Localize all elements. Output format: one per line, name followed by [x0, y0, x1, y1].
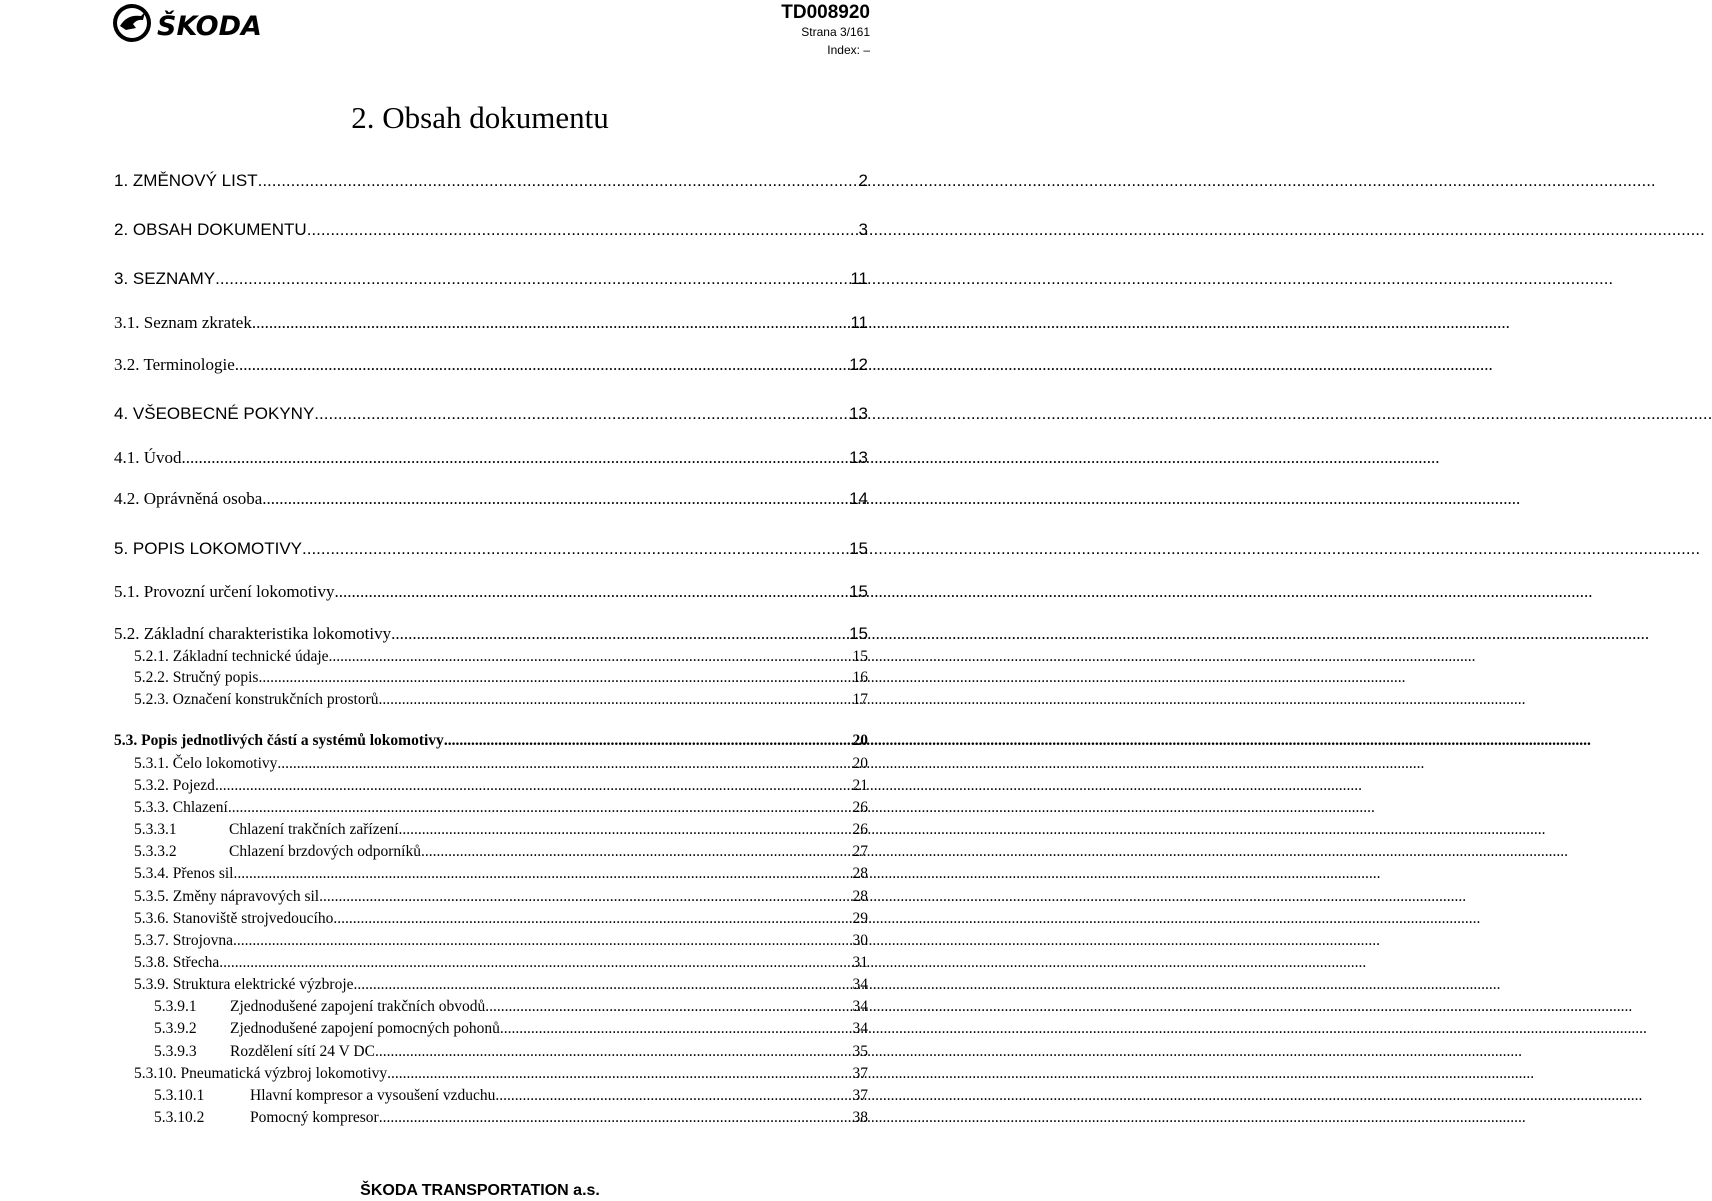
toc-entry[interactable]	[134, 953, 868, 973]
toc-entry-title: 1. ZMĚNOVÝ LIST	[114, 171, 258, 190]
toc-entry-title	[154, 1019, 500, 1039]
toc-entry[interactable]	[114, 268, 868, 290]
toc-entry-title: 5.3.4. Přenos sil	[134, 865, 234, 882]
toc-entry-title: 5.1. Provozní určení lokomotivy	[114, 582, 335, 601]
toc-entry-title: 3. SEZNAMY	[114, 269, 216, 288]
index-label: Index: –	[827, 43, 870, 57]
toc-entry-text: Rozdělení sítí 24 V DC	[230, 1043, 375, 1060]
toc-entry-text: Chlazení brzdových odporníků	[229, 843, 421, 860]
toc-entry[interactable]	[134, 798, 868, 818]
toc-entry-page: 13	[849, 404, 868, 423]
toc-entry-text: Chlazení trakčních zařízení	[229, 821, 399, 838]
toc-entry[interactable]	[114, 312, 868, 334]
toc-entry[interactable]	[134, 842, 868, 862]
toc-entry[interactable]	[154, 1086, 868, 1106]
toc-entry[interactable]	[134, 647, 868, 667]
toc-entry-title	[134, 820, 399, 840]
toc-entry-page: 34	[852, 976, 868, 993]
footer-company: ŠKODA TRANSPORTATION a.s.	[360, 1182, 600, 1199]
toc-entry[interactable]	[134, 909, 868, 929]
toc-entry-page: 13	[849, 448, 868, 467]
toc-entry[interactable]	[134, 1064, 868, 1084]
toc-entry-title: 5.3.10. Pneumatická výzbroj lokomotivy	[134, 1065, 388, 1082]
toc-entry-text: Pomocný kompresor	[250, 1109, 379, 1126]
toc-entry-page: 17	[852, 691, 868, 708]
page-title: 2. Obsah dokumentu	[351, 100, 609, 135]
toc-entry-text: Zjednodušené zapojení pomocných pohonů	[230, 1020, 500, 1037]
document-id: TD008920	[781, 2, 870, 23]
toc-entry-page: 37	[852, 1065, 868, 1082]
toc-entry-number: 5.3.9.2	[154, 1020, 197, 1037]
toc-entry-text: Hlavní kompresor a vysoušení vzduchu	[250, 1087, 496, 1104]
toc-entry[interactable]	[134, 820, 868, 840]
toc-entry-title: 5.3.9. Struktura elektrické výzbroje	[134, 976, 354, 993]
toc-entry[interactable]	[134, 975, 868, 995]
toc-entry-title	[154, 997, 485, 1017]
toc-entry-title: 5.3.8. Střecha	[134, 954, 220, 971]
toc-entry-title: 3.1. Seznam zkratek	[114, 313, 252, 332]
toc-entry-title	[154, 1086, 495, 1106]
toc-entry-title	[154, 1042, 375, 1062]
toc-entry-page: 29	[852, 910, 868, 927]
toc-entry-title: 5.3.1. Čelo lokomotivy	[134, 755, 278, 772]
toc-entry-page: 30	[852, 932, 868, 949]
toc-entry[interactable]	[114, 447, 868, 469]
toc-entry[interactable]	[114, 354, 868, 376]
toc-entry[interactable]	[114, 731, 868, 751]
toc-entry-number: 5.3.9.3	[154, 1043, 197, 1060]
toc-entry[interactable]	[154, 1042, 868, 1062]
toc-entry[interactable]	[134, 754, 868, 774]
toc-entry[interactable]	[154, 997, 868, 1017]
toc-entry-page: 28	[852, 865, 868, 882]
toc-entry-page: 26	[852, 821, 868, 838]
toc-entry-title: 4.2. Oprávněná osoba	[114, 489, 263, 508]
toc-entry-page: 11	[850, 269, 868, 288]
toc-entry[interactable]	[154, 1108, 868, 1128]
toc-entry[interactable]	[114, 488, 868, 510]
toc-entry-page: 27	[852, 843, 868, 860]
toc-entry-title: 5.3.2. Pojezd	[134, 777, 215, 794]
toc-entry[interactable]	[134, 864, 868, 884]
toc-entry-page: 35	[852, 1043, 868, 1060]
toc-entry-number: 5.3.10.2	[154, 1109, 205, 1126]
toc-entry[interactable]	[134, 690, 868, 710]
toc-entry-title: 2. OBSAH DOKUMENTU	[114, 220, 307, 239]
toc-entry-page: 3	[858, 220, 868, 239]
page-number: Strana 3/161	[801, 25, 870, 39]
toc-entry-page: 15	[849, 582, 868, 601]
toc-entry-title: 5.2.2. Stručný popis	[134, 669, 259, 686]
toc-entry-page: 20	[852, 755, 868, 772]
toc-entry-page: 21	[852, 777, 868, 794]
toc-entry[interactable]	[114, 623, 868, 645]
toc-entry-title: 3.2. Terminologie	[114, 355, 235, 374]
toc-entry[interactable]	[114, 403, 868, 425]
toc-entry-title: 5.3.5. Změny nápravových sil	[134, 888, 320, 905]
toc-entry-page: 15	[849, 539, 868, 558]
toc-entry-title: 5.3.7. Strojovna	[134, 932, 234, 949]
toc-entry-page: 28	[852, 888, 868, 905]
toc-entry-title: 4. VŠEOBECNÉ POKYNY	[114, 404, 315, 423]
toc-entry-page: 37	[852, 1087, 868, 1104]
toc-entry-number: 5.3.9.1	[154, 998, 197, 1015]
toc-entry-title	[154, 1108, 379, 1128]
toc-entry-page: 12	[849, 355, 868, 374]
toc-entry[interactable]	[134, 931, 868, 951]
toc-entry-page: 20	[852, 732, 868, 749]
toc-entry-title: 5.2.1. Základní technické údaje	[134, 648, 329, 665]
toc-entry[interactable]	[114, 581, 868, 603]
toc-entry-title: 5.3.6. Stanoviště strojvedoucího	[134, 910, 334, 927]
toc-entry[interactable]	[114, 538, 868, 560]
toc-entry-page: 26	[852, 799, 868, 816]
toc-entry[interactable]	[134, 776, 868, 796]
toc-entry[interactable]	[114, 219, 868, 241]
toc-entry-title	[134, 842, 421, 862]
toc-entry-title: 5. POPIS LOKOMOTIVY	[114, 539, 302, 558]
toc-entry[interactable]	[134, 887, 868, 907]
toc-entry-page: 38	[852, 1109, 868, 1126]
toc-entry-page: 14	[849, 489, 868, 508]
toc-entry-number: 5.3.10.1	[154, 1087, 205, 1104]
toc-entry[interactable]	[134, 668, 868, 688]
toc-entry-title: 5.2. Základní charakteristika lokomotivy	[114, 624, 392, 643]
toc-entry-page: 15	[852, 648, 868, 665]
toc-entry-text: Zjednodušené zapojení trakčních obvodů	[230, 998, 486, 1015]
toc-entry-page: 34	[852, 1020, 868, 1037]
toc-entry-title: 5.2.3. Označení konstrukčních prostorů	[134, 691, 379, 708]
toc-entry-number: 5.3.3.2	[134, 843, 177, 860]
toc-entry-page: 2	[858, 171, 868, 190]
toc-entry-page: 31	[852, 954, 868, 971]
toc-entry-page: 15	[849, 624, 868, 643]
toc-entry-page: 16	[852, 669, 868, 686]
logo-wordmark: ŠKODA	[157, 11, 262, 42]
toc-entry-page: 34	[852, 998, 868, 1015]
toc-entry-number: 5.3.3.1	[134, 821, 177, 838]
toc-entry[interactable]	[114, 170, 868, 192]
toc-entry-title: 5.3.3. Chlazení	[134, 799, 228, 816]
toc-entry-page: 11	[850, 313, 868, 332]
toc-entry[interactable]	[154, 1019, 868, 1039]
toc-entry-title: 4.1. Úvod	[114, 448, 182, 467]
toc-entry-title: 5.3. Popis jednotlivých částí a systémů lokomotivy	[114, 732, 444, 749]
